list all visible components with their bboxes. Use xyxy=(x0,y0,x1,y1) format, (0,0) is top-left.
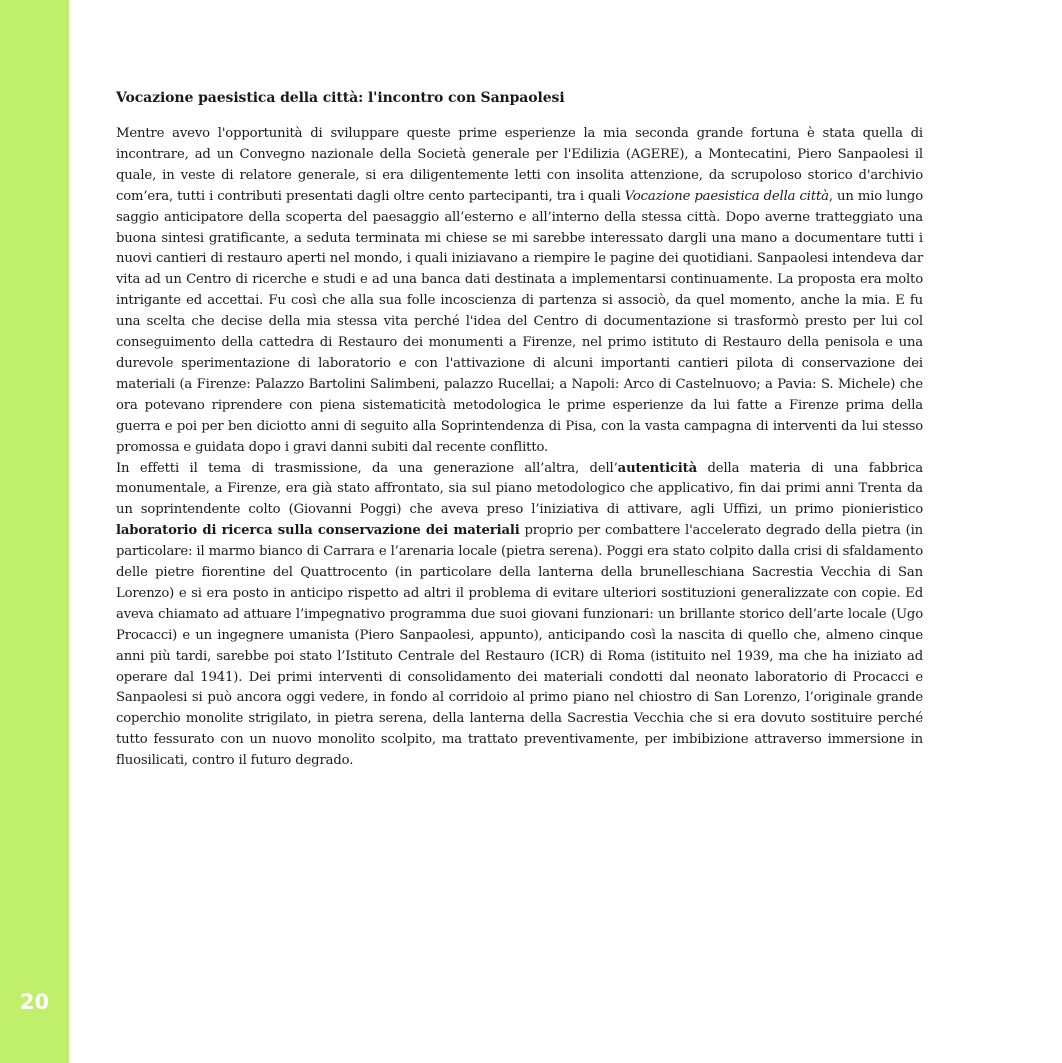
paragraph-1-text-b: , un mio lungo saggio anticipatore della scoperta del paesaggio all’esterno e all’interno della stessa città. Dopo averne tratteggiato una buona sintesi gratificante, a seduta terminata mi chiese se mi sarebbe interessato dargli una mano a documentare tutti i nuovi cantieri di restauro aperti nel mondo, i quali iniziavano a riempire le pagine dei quotidiani. Sanpaolesi intendeva dar vita ad un Centro di ricerche e studi e ad una banca dati destinata a implementarsi continuamente. La proposta era molto intrigante ed accettai. Fu così che alla sua folle incoscienza di partenza si associò, da quel momento, anche la mia. E fu una scelta che decise della mia stessa vita perché l'idea del Centro di documentazione si trasformò presto per lui col conseguimento della cattedra di Restauro dei monumenti a Firenze, nel primo istituto di Restauro della penisola e una durevole sperimentazione di laboratorio e con l'attivazione di alcuni importanti cantieri pilota di conservazione dei materiali (a Firenze: Palazzo Bartolini Salimbeni, palazzo Rucellai; a Napoli: Arco di Castelnuovo; a Pavia: S. Michele) che ora potevano riprendere con piena sistematicità metodologica le prime esperienze da lui fatte a Firenze prima della guerra e poi per ben diciotto anni di seguito alla Soprintendenza di Pisa, con la vasta campagna di interventi da lui stesso promossa e guidata dopo i gravi danni subiti dal recente conflitto. xyxy=(116,188,923,455)
emphasis-autenticita: autenticità xyxy=(617,460,698,476)
article-body xyxy=(116,90,923,772)
page-margin-band xyxy=(0,0,69,1063)
essay-title: Vocazione paesistica della città xyxy=(624,188,829,204)
paragraph-2-text-a: In effetti il tema di trasmissione, da una generazione all’altra, dell’ xyxy=(116,460,618,476)
paragraph-1-text-a: Mentre avevo l'opportunità di sviluppare queste prime esperienze la mia seconda grande fortuna è stata quella di incontrare, ad un Convegno nazionale della Società generale per l'Edilizia (AGERE), a Montecatini, Piero Sanpaolesi il quale, in veste di relatore generale, si era diligentemente letti con insolita attenzione, da scrupoloso storico d'archivio com’era, tutti i contributi presentati dagli oltre cento partecipanti, tra i quali xyxy=(116,126,923,204)
paragraph-2-text-c: proprio per combattere l'accelerato degrado della pietra (in particolare: il marmo bianco di Carrara e l’arenaria locale (pietra serena). Poggi era stato colpito dalla crisi di sfaldamento delle pietre fiorentine del Quattrocento (in particolare della lanterna della brunelleschiana Sacrestia Vecchia di San Lorenzo) e si era posto in anticipo rispetto ad altri il problema di evitare ulteriori sostituzioni generalizzate con copie. Ed aveva chiamato ad attuare l’impegnativo programma due suoi giovani funzionari: un brillante storico dell’arte locale (Ugo Procacci) e un ingegnere umanista (Piero Sanpaolesi, appunto), anticipando così la nascita di quello che, almeno cinque anni più tardi, sarebbe poi stato l’Istituto Centrale del Restauro (ICR) di Roma (istituito nel 1939, ma che ha iniziato ad operare dal 1941). Dei primi interventi di consolidamento dei materiali condotti dal neonato laboratorio di Procacci e Sanpaolesi si può ancora oggi vedere, in fondo al corridoio al primo piano nel chiostro di San Lorenzo, l’originale grande coperchio monolite strigilato, in pietra serena, della lanterna della Sacrestia Vecchia che si era dovuto sostituire perché tutto fessurato con un nuovo monolito scolpito, ma trattato preventivamente, per imbibizione attraverso immersione in fluosilicati, contro il futuro degrado. xyxy=(116,523,923,769)
paragraph-2-text-b: della materia di una fabbrica monumentale, a Firenze, era già stato affrontato, sia sul piano metodologico che applicativo, fin dai primi anni Trenta da un soprintendente colto (Giovanni Poggi) che aveva preso l’iniziativa di attivare, agli Uffizi, un primo pionieristico xyxy=(116,460,923,518)
section-heading: Vocazione paesistica della città: l'incontro con Sanpaolesi xyxy=(116,90,565,106)
paragraph-2 xyxy=(116,459,923,773)
emphasis-laboratorio: laboratorio di ricerca sulla conservazione dei materiali xyxy=(116,523,520,539)
paragraph-1 xyxy=(116,124,923,459)
page-number: 20 xyxy=(19,990,50,1014)
